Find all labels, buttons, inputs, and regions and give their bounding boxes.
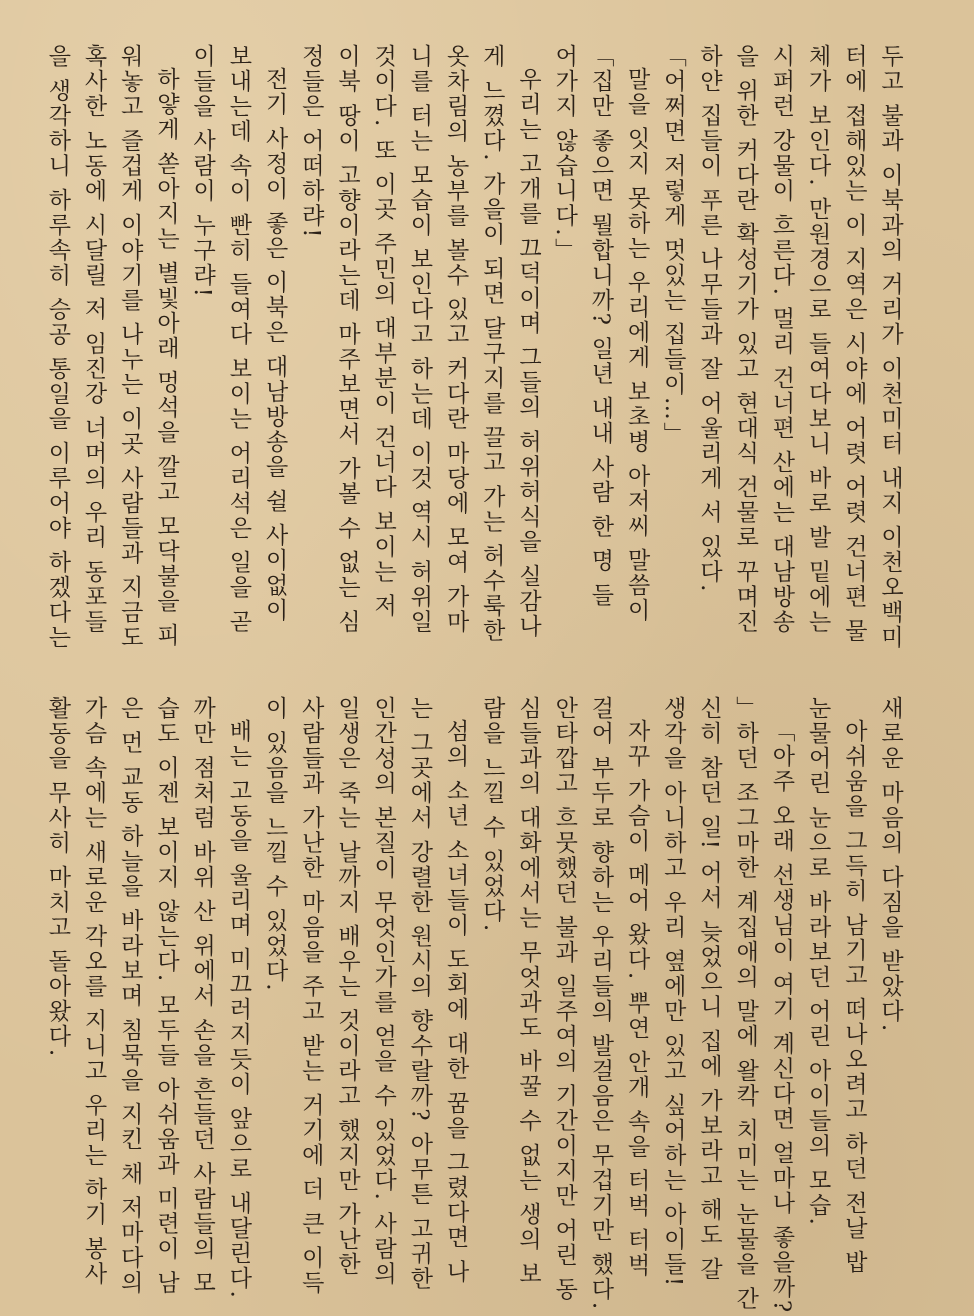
text-line: 「집만 좋으면 뭘합니까? 일년 내내 사람 한 명 들 xyxy=(587,44,614,608)
text-line: 생각을 아니하고 우리 옆에만 있고 싶어하는 아이들! xyxy=(659,696,686,1289)
text-line: 하얗게 쏟아지는 별빛아래 멍석을 깔고 모닥불을 피 xyxy=(152,67,179,648)
text-line: 체가 보인다. 만원경으로 들여다보니 바로 발 밑에는 xyxy=(804,44,831,635)
text-line: 이들을 사람이 누구랴! xyxy=(189,44,216,299)
text-line: 어가지 않습니다.」 xyxy=(551,44,578,263)
text-line: 자꾸 가슴이 메어 왔다. 뿌연 안개 속을 터벅 터벅 xyxy=(623,719,650,1278)
text-line: 워놓고 즐겁게 이야기를 나누는 이곳 사람들과 지금도 xyxy=(116,44,143,650)
text-line: 이 있음을 느낄 수 있었다. xyxy=(261,696,288,993)
text-line: 」하던 조그마한 계집애의 말에 왈칵 치미는 눈물을 간 xyxy=(732,696,759,1312)
text-line: 까만 점처럼 바위 산 위에서 손을 흔들던 사람들의 모 xyxy=(189,696,216,1296)
text-block-bottom xyxy=(44,696,908,1315)
text-line: 을 생각하니 하루속히 승공 통일을 이루어야 하겠다는 xyxy=(44,44,71,650)
text-line: 새로운 마음의 다짐을 받았다. xyxy=(877,696,903,1034)
text-line: 터에 접해있는 이 지역은 시야에 어렷 어렷 건너편 물 xyxy=(840,44,867,644)
text-line: 하얀 집들이 푸른 나무들과 잘 어울리게 서 있다. xyxy=(695,44,722,594)
text-line: 정들은 어떠하랴! xyxy=(297,44,324,240)
text-line: 인간성의 본질이 무엇인가를 얻을 수 있었다. 사람의 xyxy=(370,696,397,1287)
text-line: 는 그곳에서 강렬한 원시의 향수랄까? 아무튼 고귀한 xyxy=(406,696,433,1292)
text-line: 이북 땅이 고향이라는데 마주보면서 가볼 수 없는 심 xyxy=(333,44,360,635)
text-line: 심들과의 대화에서는 무엇과도 바꿀 수 없는 생의 보 xyxy=(514,696,541,1287)
text-line: 말을 잇지 못하는 우리에게 보초병 아저씨 말씀이 xyxy=(623,67,650,623)
text-line: 람을 느낄 수 있었다. xyxy=(478,696,505,934)
text-line: 사람들과 가난한 마음을 주고 받는 거기에 더 큰 이득 xyxy=(297,696,324,1296)
text-line: 안타깝고 흐뭇했던 불과 일주여의 기간이지만 어린 동 xyxy=(551,696,578,1302)
text-line: 활동을 무사히 마치고 돌아왔다. xyxy=(44,696,71,1059)
text-line: 두고 불과 이북과의 거리가 이천미터 내지 이천오백미 xyxy=(877,44,903,650)
text-line: 아쉬움을 그득히 남기고 떠나오려고 하던 전날 밥 xyxy=(840,719,867,1275)
text-line: 신히 참던 일! 어서 늦었으니 집에 가보라고 해도 갈 xyxy=(695,696,722,1282)
text-line: 것이다. 또 이곳 주민의 대부분이 건너다 보이는 저 xyxy=(370,44,397,619)
text-line: 전기 사정이 좋은 이북은 대남방송을 쉴 사이없이 xyxy=(261,67,288,623)
text-line: 습도 이젠 보이지 않는다. 모두들 아쉬움과 미련이 남 xyxy=(152,696,179,1296)
text-line: 가슴 속에는 새로운 각오를 지니고 우리는 하기 봉사 xyxy=(80,696,107,1287)
text-line: 걸어 부두로 향하는 우리들의 발걸음은 무겁기만 했다. xyxy=(587,696,614,1312)
text-line: 보내는데 속이 빤히 들여다 보이는 어리석은 일을 곧 xyxy=(225,44,252,635)
text-line: 「아주 오래 선생님이 여기 계신다면 얼마나 좋을까? xyxy=(768,719,795,1315)
text-line: 눈물어린 눈으로 바라보던 어린 아이들의 모습. xyxy=(804,696,831,1227)
text-line: 우리는 고개를 끄덕이며 그들의 허위허식을 실감나 xyxy=(514,67,541,639)
text-line: 니를 터는 모습이 보인다고 하는데 이것 역시 허위일 xyxy=(406,44,433,635)
text-line: 「어쩌면 저렇게 멋있는 집들이…」 xyxy=(659,44,686,447)
text-line: 을 위한 커다란 확성기가 있고 현대식 건물로 꾸며진 xyxy=(732,44,759,635)
text-line: 섬의 소년 소녀들이 도회에 대한 꿈을 그렸다면 나 xyxy=(442,719,469,1285)
text-block-top xyxy=(44,44,908,674)
text-line: 일생은 죽는 날까지 배우는 것이라고 했지만 가난한 xyxy=(333,696,360,1277)
text-line: 옷차림의 농부를 볼수 있고 커다란 마당에 모여 가마 xyxy=(442,44,469,635)
text-line: 게 느꼈다. 가을이 되면 달구지를 끌고 가는 허수룩한 xyxy=(478,44,505,644)
text-line: 은 먼 교동 하늘을 바라보며 침묵을 지킨 채 저마다의 xyxy=(116,696,143,1296)
text-line: 시퍼런 강물이 흐른다. 멀리 건너편 산에는 대남방송 xyxy=(768,44,795,635)
text-line: 혹사한 노동에 시달릴 저 임진강 너머의 우리 동포들 xyxy=(80,44,107,635)
text-line: 배는 고동을 울리며 미끄러지듯이 앞으로 내달린다. xyxy=(225,719,252,1300)
